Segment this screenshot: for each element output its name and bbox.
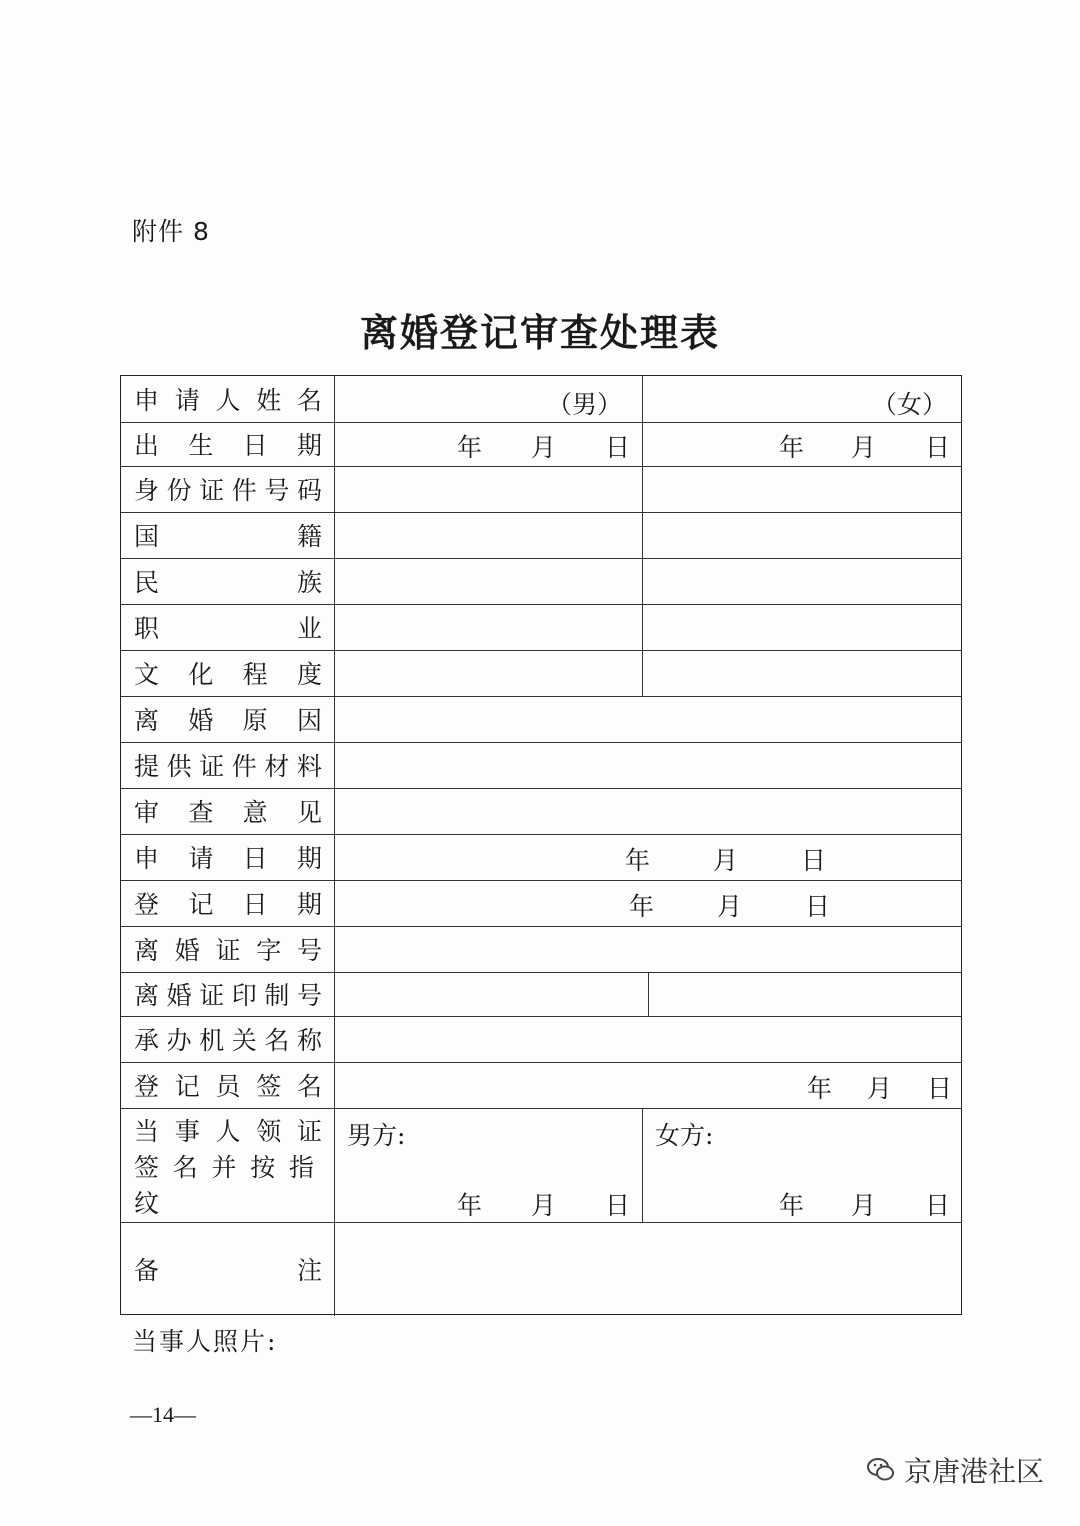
row-id-number [121,466,961,513]
register-date-cell[interactable] [335,880,961,926]
label-id-number [121,466,335,512]
female-side-label: 女方: [655,1121,714,1150]
register-day: 日 [805,892,831,921]
label-char: 期 [296,890,322,919]
label-char: 请 [188,844,214,873]
label-char: 制 [264,981,290,1010]
male-occupation-cell[interactable] [335,604,643,650]
label-apply-date [121,834,335,880]
label-line-1: 当事人领证 [134,1117,322,1146]
label-char: 证 [199,476,225,505]
row-applicant-name [121,376,961,423]
female-education-cell[interactable] [643,650,961,696]
male-education-cell[interactable] [335,650,643,696]
male-birth-year: 年 [457,433,483,462]
clerk-day: 日 [927,1074,953,1103]
apply-date-cell[interactable] [335,834,961,880]
female-birth-day: 日 [925,433,951,462]
female-occupation-cell[interactable] [643,604,961,650]
label-char: 籍 [296,522,322,551]
female-sign-month: 月 [851,1191,877,1220]
label-party-signatures [121,1108,335,1222]
female-sign-year: 年 [779,1191,805,1220]
label-char: 业 [296,614,322,643]
register-year: 年 [629,892,655,921]
label-char: 名 [264,1026,290,1055]
remarks-cell[interactable] [335,1222,961,1316]
label-divorce-reason [121,696,335,742]
label-char: 婚 [166,981,192,1010]
label-char: 申 [134,844,160,873]
label-register-date [121,880,335,926]
label-char: 婚 [188,706,214,735]
label-char: 登 [134,890,160,919]
male-ethnicity-cell[interactable] [335,558,643,604]
label-char: 关 [231,1026,257,1055]
label-char: 期 [296,844,322,873]
label-char: 登 [134,1072,160,1101]
form-title: 离婚登记审查处理表 [359,310,720,355]
female-birth-year: 年 [779,433,805,462]
label-char: 机 [199,1026,225,1055]
row-apply-date [121,834,961,881]
label-char: 职 [134,614,160,643]
label-char: 化 [188,660,214,689]
watermark-text: 京唐港社区 [903,1455,1044,1488]
divorce-reason-cell[interactable] [335,696,961,742]
male-sign-month: 月 [531,1191,557,1220]
row-divorce-reason [121,696,961,743]
label-ethnicity [121,558,335,604]
female-signature-cell[interactable] [643,1108,961,1222]
materials-cell[interactable] [335,742,961,788]
label-char: 签 [256,1072,282,1101]
label-char: 号 [296,981,322,1010]
label-char: 姓 [256,386,282,415]
label-char: 婚 [174,936,200,965]
label-char: 意 [242,798,268,827]
label-char: 称 [296,1026,322,1055]
label-char: 印 [231,981,257,1010]
clerk-signature-cell[interactable] [335,1062,961,1108]
label-char: 申 [134,386,160,415]
label-occupation [121,604,335,650]
row-register-date [121,880,961,927]
label-remarks [121,1222,335,1316]
label-print-number [121,972,335,1016]
row-review-opinion [121,788,961,835]
register-month: 月 [717,892,743,921]
male-birth-day: 日 [605,433,631,462]
label-applicant-name [121,376,335,422]
label-char: 度 [296,660,322,689]
male-sign-year: 年 [457,1191,483,1220]
male-tag: （男） [546,390,622,419]
label-review-opinion [121,788,335,834]
row-agency [121,1016,961,1063]
label-char: 民 [134,568,160,597]
label-char: 程 [242,660,268,689]
male-nationality-cell[interactable] [335,512,643,558]
row-nationality [121,512,961,559]
male-name-cell[interactable] [335,376,643,422]
label-char: 料 [296,752,322,781]
label-nationality [121,512,335,558]
female-ethnicity-cell[interactable] [643,558,961,604]
female-tag: （女） [871,390,947,419]
label-char: 离 [134,706,160,735]
label-education [121,650,335,696]
male-sign-day: 日 [605,1191,631,1220]
label-char: 人 [215,386,241,415]
label-char: 员 [215,1072,241,1101]
male-birth-cell[interactable] [335,422,643,466]
label-char: 件 [231,476,257,505]
row-cert-number [121,926,961,973]
label-char: 查 [188,798,214,827]
print-number-cell-1[interactable] [335,972,649,1016]
label-char: 族 [296,568,322,597]
label-char: 名 [296,386,322,415]
row-print-number [121,972,961,1017]
page-number: —14— [130,1402,196,1427]
print-number-cell-2[interactable] [649,972,961,1016]
label-line-2: 签名并按指纹 [134,1153,322,1218]
label-char: 名 [296,1072,322,1101]
label-char: 号 [264,476,290,505]
label-clerk-signature [121,1062,335,1108]
male-id-cell[interactable] [335,466,643,512]
label-char: 日 [242,431,268,460]
row-occupation [121,604,961,651]
row-materials [121,742,961,789]
wechat-icon [866,1455,896,1485]
label-materials [121,742,335,788]
female-nationality-cell[interactable] [643,512,961,558]
label-agency [121,1016,335,1062]
label-char: 材 [264,752,290,781]
label-char: 离 [134,936,160,965]
label-char: 原 [242,706,268,735]
label-char: 生 [188,431,214,460]
clerk-year: 年 [807,1074,833,1103]
label-char: 出 [134,431,160,460]
label-char: 办 [166,1026,192,1055]
label-birth-date [121,422,335,466]
clerk-month: 月 [867,1074,893,1103]
label-char: 字 [256,936,282,965]
label-char: 因 [296,706,322,735]
apply-day: 日 [801,846,827,875]
label-char: 请 [174,386,200,415]
label-char: 提 [134,752,160,781]
agency-cell[interactable] [335,1016,961,1062]
apply-year: 年 [625,846,651,875]
row-education [121,650,961,697]
photo-label: 当事人照片: [132,1327,278,1356]
watermark [866,1450,1044,1490]
label-char: 见 [296,798,322,827]
label-char: 份 [166,476,192,505]
female-sign-day: 日 [925,1191,951,1220]
male-birth-month: 月 [531,433,557,462]
label-char: 备 [134,1256,160,1285]
row-party-signatures [121,1108,961,1223]
annex-label: 附件 8 [132,217,210,246]
label-cert-number [121,926,335,972]
label-char: 号 [296,936,322,965]
review-opinion-cell[interactable] [335,788,961,834]
label-char: 记 [174,1072,200,1101]
female-name-cell[interactable] [643,376,961,422]
male-signature-cell[interactable] [335,1108,643,1222]
label-char: 文 [134,660,160,689]
male-side-label: 男方: [347,1121,406,1150]
label-char: 注 [296,1256,322,1285]
label-char: 期 [296,431,322,460]
female-birth-cell[interactable] [643,422,961,466]
label-char: 证 [199,981,225,1010]
label-char: 记 [188,890,214,919]
divorce-review-form [120,375,962,1315]
label-char: 码 [296,476,322,505]
label-char: 日 [242,890,268,919]
row-ethnicity [121,558,961,605]
row-birth-date [121,422,961,467]
row-remarks [121,1222,961,1316]
label-char: 身 [134,476,160,505]
label-char: 日 [242,844,268,873]
label-char: 供 [166,752,192,781]
female-id-cell[interactable] [643,466,961,512]
label-char: 国 [134,522,160,551]
label-char: 审 [134,798,160,827]
apply-month: 月 [713,846,739,875]
cert-number-cell[interactable] [335,926,961,972]
female-birth-month: 月 [851,433,877,462]
label-char: 承 [134,1026,160,1055]
row-clerk-signature [121,1062,961,1109]
label-char: 离 [134,981,160,1010]
label-char: 证 [215,936,241,965]
label-char: 证 [199,752,225,781]
label-char: 件 [231,752,257,781]
